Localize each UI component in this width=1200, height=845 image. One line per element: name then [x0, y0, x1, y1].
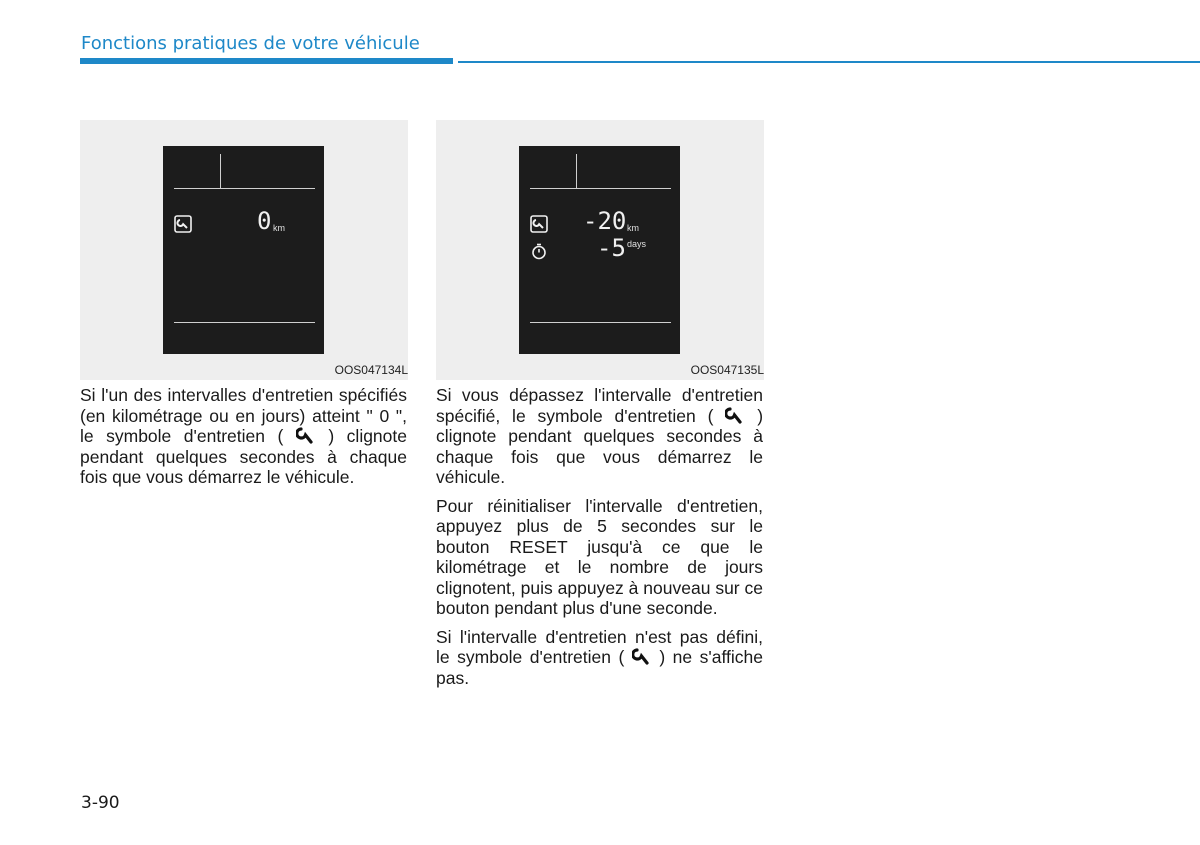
paragraph-text: Si l'un des intervalles d'entretien spécifiés (en kilométrage ou en jours) atteint " 0 ", le symbole d'entretien ( — [80, 385, 407, 446]
cluster-display — [519, 146, 680, 354]
header-rule-thick — [80, 58, 453, 64]
page-number: 3-90 — [81, 793, 120, 813]
paragraph: Pour réinitialiser l'intervalle d'entretien, appuyez plus de 5 secondes sur le bouton RESET jusqu'à ce que le kilométrage et le nombre de jours clignotent, puis appuyez à nouveau sur ce bouton pendant plus d'une seconde. — [436, 495, 763, 618]
display-divider-bottom — [530, 322, 671, 323]
days-unit: days — [627, 239, 647, 249]
paragraph-text: Si vous dépassez l'intervalle d'entretien spécifié, le symbole d'entretien ( — [436, 385, 763, 426]
service-wrench-icon — [530, 215, 548, 233]
page-header-title: Fonctions pratiques de votre véhicule — [81, 33, 420, 54]
text-column-right — [436, 385, 763, 696]
header-rule-thin — [458, 61, 1200, 63]
cluster-display — [163, 146, 324, 354]
stopwatch-icon — [530, 242, 548, 260]
display-divider-bottom — [174, 322, 315, 323]
distance-value: -20 — [583, 207, 627, 235]
text-column-left — [80, 385, 407, 496]
figure-service-overdue — [436, 120, 764, 380]
wrench-icon — [725, 407, 745, 425]
wrench-icon — [632, 648, 652, 666]
display-divider-vertical — [576, 154, 577, 189]
paragraph-text: ) ne s'affiche pas. — [436, 647, 763, 688]
service-wrench-icon — [174, 215, 192, 233]
days-value: -5 — [597, 234, 626, 262]
paragraph — [436, 627, 763, 689]
wrench-icon — [296, 427, 316, 445]
distance-unit: km — [273, 223, 285, 233]
distance-value: 0 — [257, 207, 272, 235]
paragraph-text: ) clignote pendant quelques secondes à chaque fois que vous démarrez le véhicule. — [80, 426, 407, 487]
figure-service-zero — [80, 120, 408, 380]
display-divider-top — [530, 188, 671, 189]
figure-code: OOS047134L — [334, 363, 408, 377]
paragraph-text: ) clignote pendant quelques secondes à chaque fois que vous démarrez le véhicule. — [436, 405, 764, 487]
paragraph — [80, 385, 407, 488]
paragraph-text: Si l'intervalle d'entretien n'est pas défini, le symbole d'entretien ( — [436, 626, 763, 667]
display-divider-vertical — [220, 154, 221, 189]
distance-unit: km — [627, 223, 639, 233]
display-divider-top — [174, 188, 315, 189]
paragraph — [436, 385, 763, 488]
figure-code: OOS047135L — [690, 363, 764, 377]
